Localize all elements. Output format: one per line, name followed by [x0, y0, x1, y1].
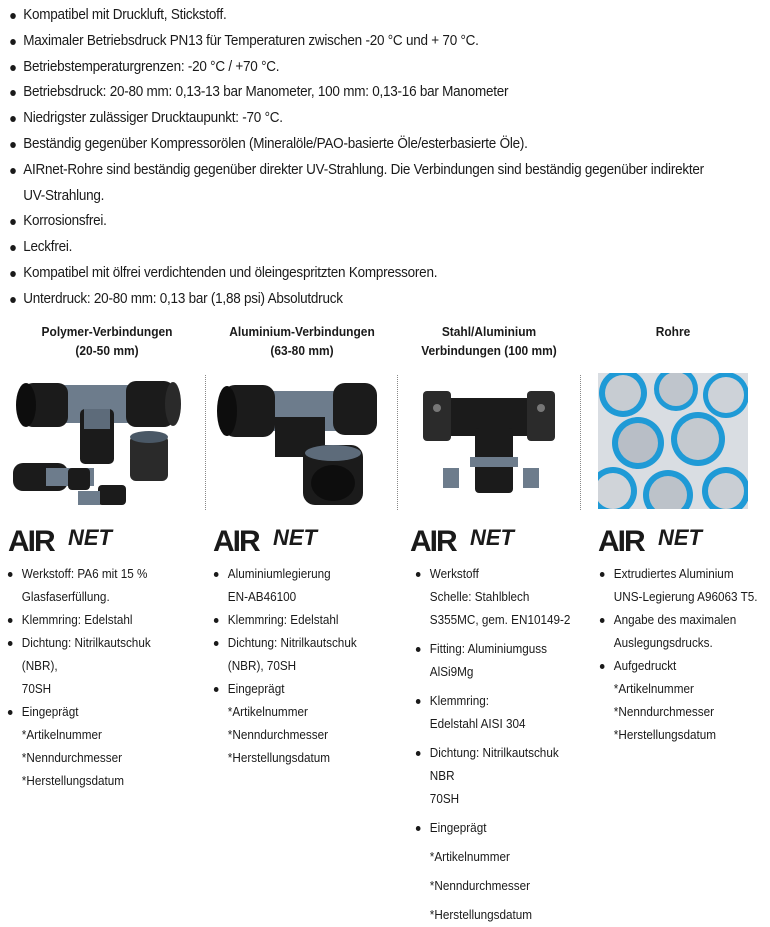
feature-item: Korrosionsfrei.: [0, 209, 758, 235]
spec-item: Klemmring: Edelstahl: [212, 609, 384, 632]
spec-item: Dichtung: Nitrilkautschuk (NBR), 70SH: [212, 632, 384, 678]
spec-item: Dichtung: Nitrilkautschuk NBR 70SH: [414, 742, 581, 811]
svg-text:AIR: AIR: [8, 525, 54, 555]
feature-list: [0, 3, 770, 313]
airnet-logo-icon: [410, 523, 535, 555]
bullet-icon: [10, 65, 16, 71]
spec-item: Aufgedruckt *Artikelnummer *Nenndurchmesser *Herstellungsdatum: [598, 655, 758, 747]
feature-item: Betriebsdruck: 20-80 mm: 0,13-13 bar Manometer, 100 mm: 0,13-16 bar Manometer: [0, 80, 758, 106]
bullet-icon: [10, 116, 16, 122]
aluminium-spec-list: [212, 563, 397, 770]
bullet-icon: [10, 13, 16, 19]
bullet-icon: [416, 699, 421, 704]
steel-spec-list: [414, 563, 594, 927]
bullet-icon: [416, 826, 421, 831]
svg-text:AIR: AIR: [410, 525, 456, 555]
polymer-fittings-photo: [8, 373, 198, 508]
spec-item: Eingeprägt *Artikelnummer *Nenndurchmesser *Herstellungsdatum: [6, 701, 187, 793]
svg-text:NET: NET: [273, 525, 317, 550]
feature-item: Kompatibel mit ölfrei verdichtenden und öleingespritzten Kompressoren.: [0, 261, 758, 287]
bullet-icon: [8, 618, 13, 623]
bullet-icon: [600, 664, 605, 669]
bullet-icon: [214, 572, 219, 577]
feature-item: Betriebstemperaturgrenzen: -20 °C / +70 °C.: [0, 55, 758, 81]
airnet-logo-icon: [213, 523, 338, 555]
bullet-icon: [416, 572, 421, 577]
spec-item: Klemmring: Edelstahl: [6, 609, 187, 632]
spec-subitem: *Nenndurchmesser: [429, 879, 531, 893]
feature-item: Maximaler Betriebsdruck PN13 für Temperaturen zwischen -20 °C und + 70 °C.: [0, 29, 758, 55]
bullet-icon: [214, 687, 219, 692]
bullet-icon: [10, 297, 16, 303]
bullet-icon: [416, 647, 421, 652]
svg-text:AIR: AIR: [598, 525, 644, 555]
pipes-photo: [598, 373, 748, 509]
svg-text:NET: NET: [658, 525, 702, 550]
column-divider: [580, 375, 581, 510]
column-title-pipes: Rohre: [655, 324, 691, 339]
svg-text:NET: NET: [68, 525, 112, 550]
aluminium-fittings-photo: [215, 373, 385, 508]
spec-item: Klemmring: Edelstahl AISI 304: [414, 690, 581, 736]
feature-item: Unterdruck: 20-80 mm: 0,13 bar (1,88 psi) Absolutdruck: [0, 287, 758, 313]
spec-item: Werkstoff: PA6 mit 15 % Glasfaserfüllung.: [6, 563, 187, 609]
spec-subitem: *Artikelnummer: [429, 850, 510, 864]
bullet-icon: [10, 271, 16, 277]
bullet-icon: [10, 168, 16, 174]
feature-item: Kompatibel mit Druckluft, Stickstoff.: [0, 3, 758, 29]
column-divider: [205, 375, 206, 510]
bullet-icon: [600, 572, 605, 577]
spec-item: Extrudiertes Aluminium UNS-Legierung A96063 T5.: [598, 563, 758, 609]
airnet-logo: [8, 523, 133, 555]
bullet-icon: [10, 219, 16, 225]
bullet-icon: [600, 618, 605, 623]
bullet-icon: [416, 751, 421, 756]
feature-item: AIRnet-Rohre sind beständig gegenüber direkter UV-Strahlung. Die Verbindungen sind beständig gegenüber indirekter UV-Strahlung.: [0, 158, 758, 210]
spec-item: Dichtung: Nitrilkautschuk (NBR), 70SH: [6, 632, 187, 701]
spec-item: Angabe des maximalen Auslegungsdrucks.: [598, 609, 758, 655]
feature-item: Leckfrei.: [0, 235, 758, 261]
bullet-icon: [8, 641, 13, 646]
feature-item: Niedrigster zulässiger Drucktaupunkt: -70 °C.: [0, 106, 758, 132]
column-divider: [397, 375, 398, 510]
spec-subitem: *Herstellungsdatum: [429, 908, 533, 922]
spec-item: Eingeprägt *Artikelnummer *Nenndurchmesser *Herstellungsdatum: [212, 678, 384, 770]
bullet-icon: [214, 618, 219, 623]
bullet-icon: [10, 90, 16, 96]
spec-item: Fitting: Aluminiumguss AlSi9Mg: [414, 638, 581, 684]
spec-item: Werkstoff Schelle: Stahlblech S355MC, gem. EN10149-2: [414, 563, 581, 632]
feature-item: Beständig gegenüber Kompressorölen (Mineralöle/PAO-basierte Öle/esterbasierte Öle).: [0, 132, 758, 158]
spec-item: Eingeprägt: [414, 817, 581, 840]
airnet-logo: [598, 523, 723, 555]
airnet-logo-icon: [598, 523, 723, 555]
airnet-logo: [213, 523, 338, 555]
airnet-logo: [410, 523, 535, 555]
spec-item: Aluminiumlegierung EN-AB46100: [212, 563, 384, 609]
bullet-icon: [10, 39, 16, 45]
bullet-icon: [8, 572, 13, 577]
column-title-aluminium: Aluminium-Verbindungen (63-80 mm): [229, 324, 375, 358]
bullet-icon: [10, 142, 16, 148]
column-title-steel: Stahl/Aluminium Verbindungen (100 mm): [421, 324, 557, 358]
svg-text:NET: NET: [470, 525, 514, 550]
airnet-logo-icon: [8, 523, 133, 555]
bullet-icon: [10, 245, 16, 251]
polymer-spec-list: [6, 563, 201, 793]
bullet-icon: [8, 710, 13, 715]
steel-fittings-photo: [415, 373, 565, 508]
bullet-icon: [214, 641, 219, 646]
pipes-spec-list: [598, 563, 770, 747]
column-title-polymer: Polymer-Verbindungen (20-50 mm): [41, 324, 173, 358]
svg-text:AIR: AIR: [213, 525, 259, 555]
